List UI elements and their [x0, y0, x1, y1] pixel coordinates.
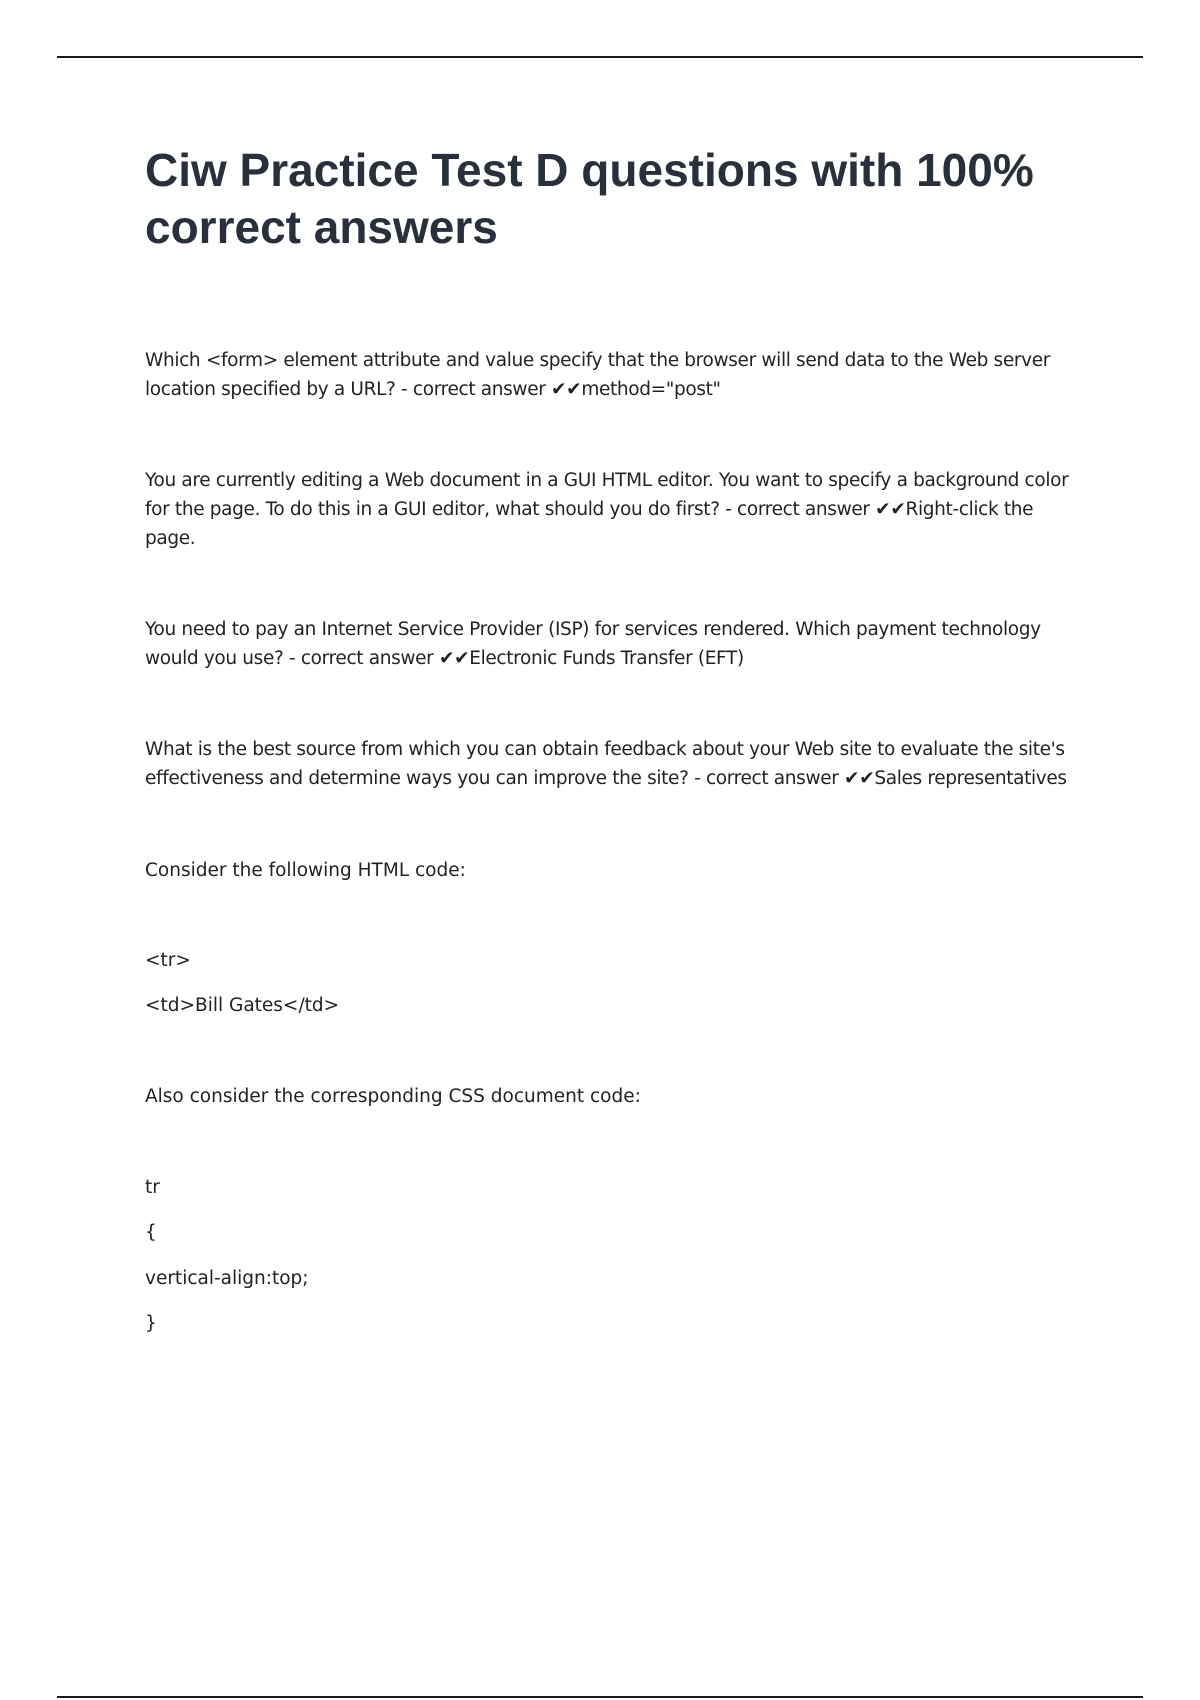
- html-code-line: <td>Bill Gates</td>: [145, 995, 340, 1016]
- question-2: You are currently editing a Web document in a GUI HTML editor. You want to specify a background color for the page. To do this in a GUI editor, what should you do first? - correct answer ✔✔Right-click the page.: [145, 470, 1069, 549]
- footer-rule: [57, 1696, 1143, 1698]
- consider-html-intro: Consider the following HTML code:: [145, 860, 466, 881]
- html-code-line: <tr>: [145, 950, 191, 971]
- css-code-line: tr: [145, 1177, 160, 1198]
- question-1: Which <form> element attribute and value specify that the browser will send data to the Web server location specified by a URL? - correct answer ✔✔method="post": [145, 350, 1050, 400]
- document-title: Ciw Practice Test D questions with 100% correct answers: [145, 144, 1034, 253]
- question-4: What is the best source from which you can obtain feedback about your Web site to evaluate the site's effectiveness and determine ways you can improve the site? - correct answer ✔✔Sales representatives: [145, 739, 1067, 789]
- question-3: You need to pay an Internet Service Provider (ISP) for services rendered. Which payment technology would you use? - correct answer ✔✔Electronic Funds Transfer (EFT): [145, 619, 1041, 669]
- consider-css-intro: Also consider the corresponding CSS document code:: [145, 1086, 641, 1107]
- header-rule: [57, 56, 1143, 58]
- css-code-line: {: [145, 1222, 157, 1243]
- css-code-line: vertical-align:top;: [145, 1268, 309, 1289]
- css-code-line: }: [145, 1313, 157, 1334]
